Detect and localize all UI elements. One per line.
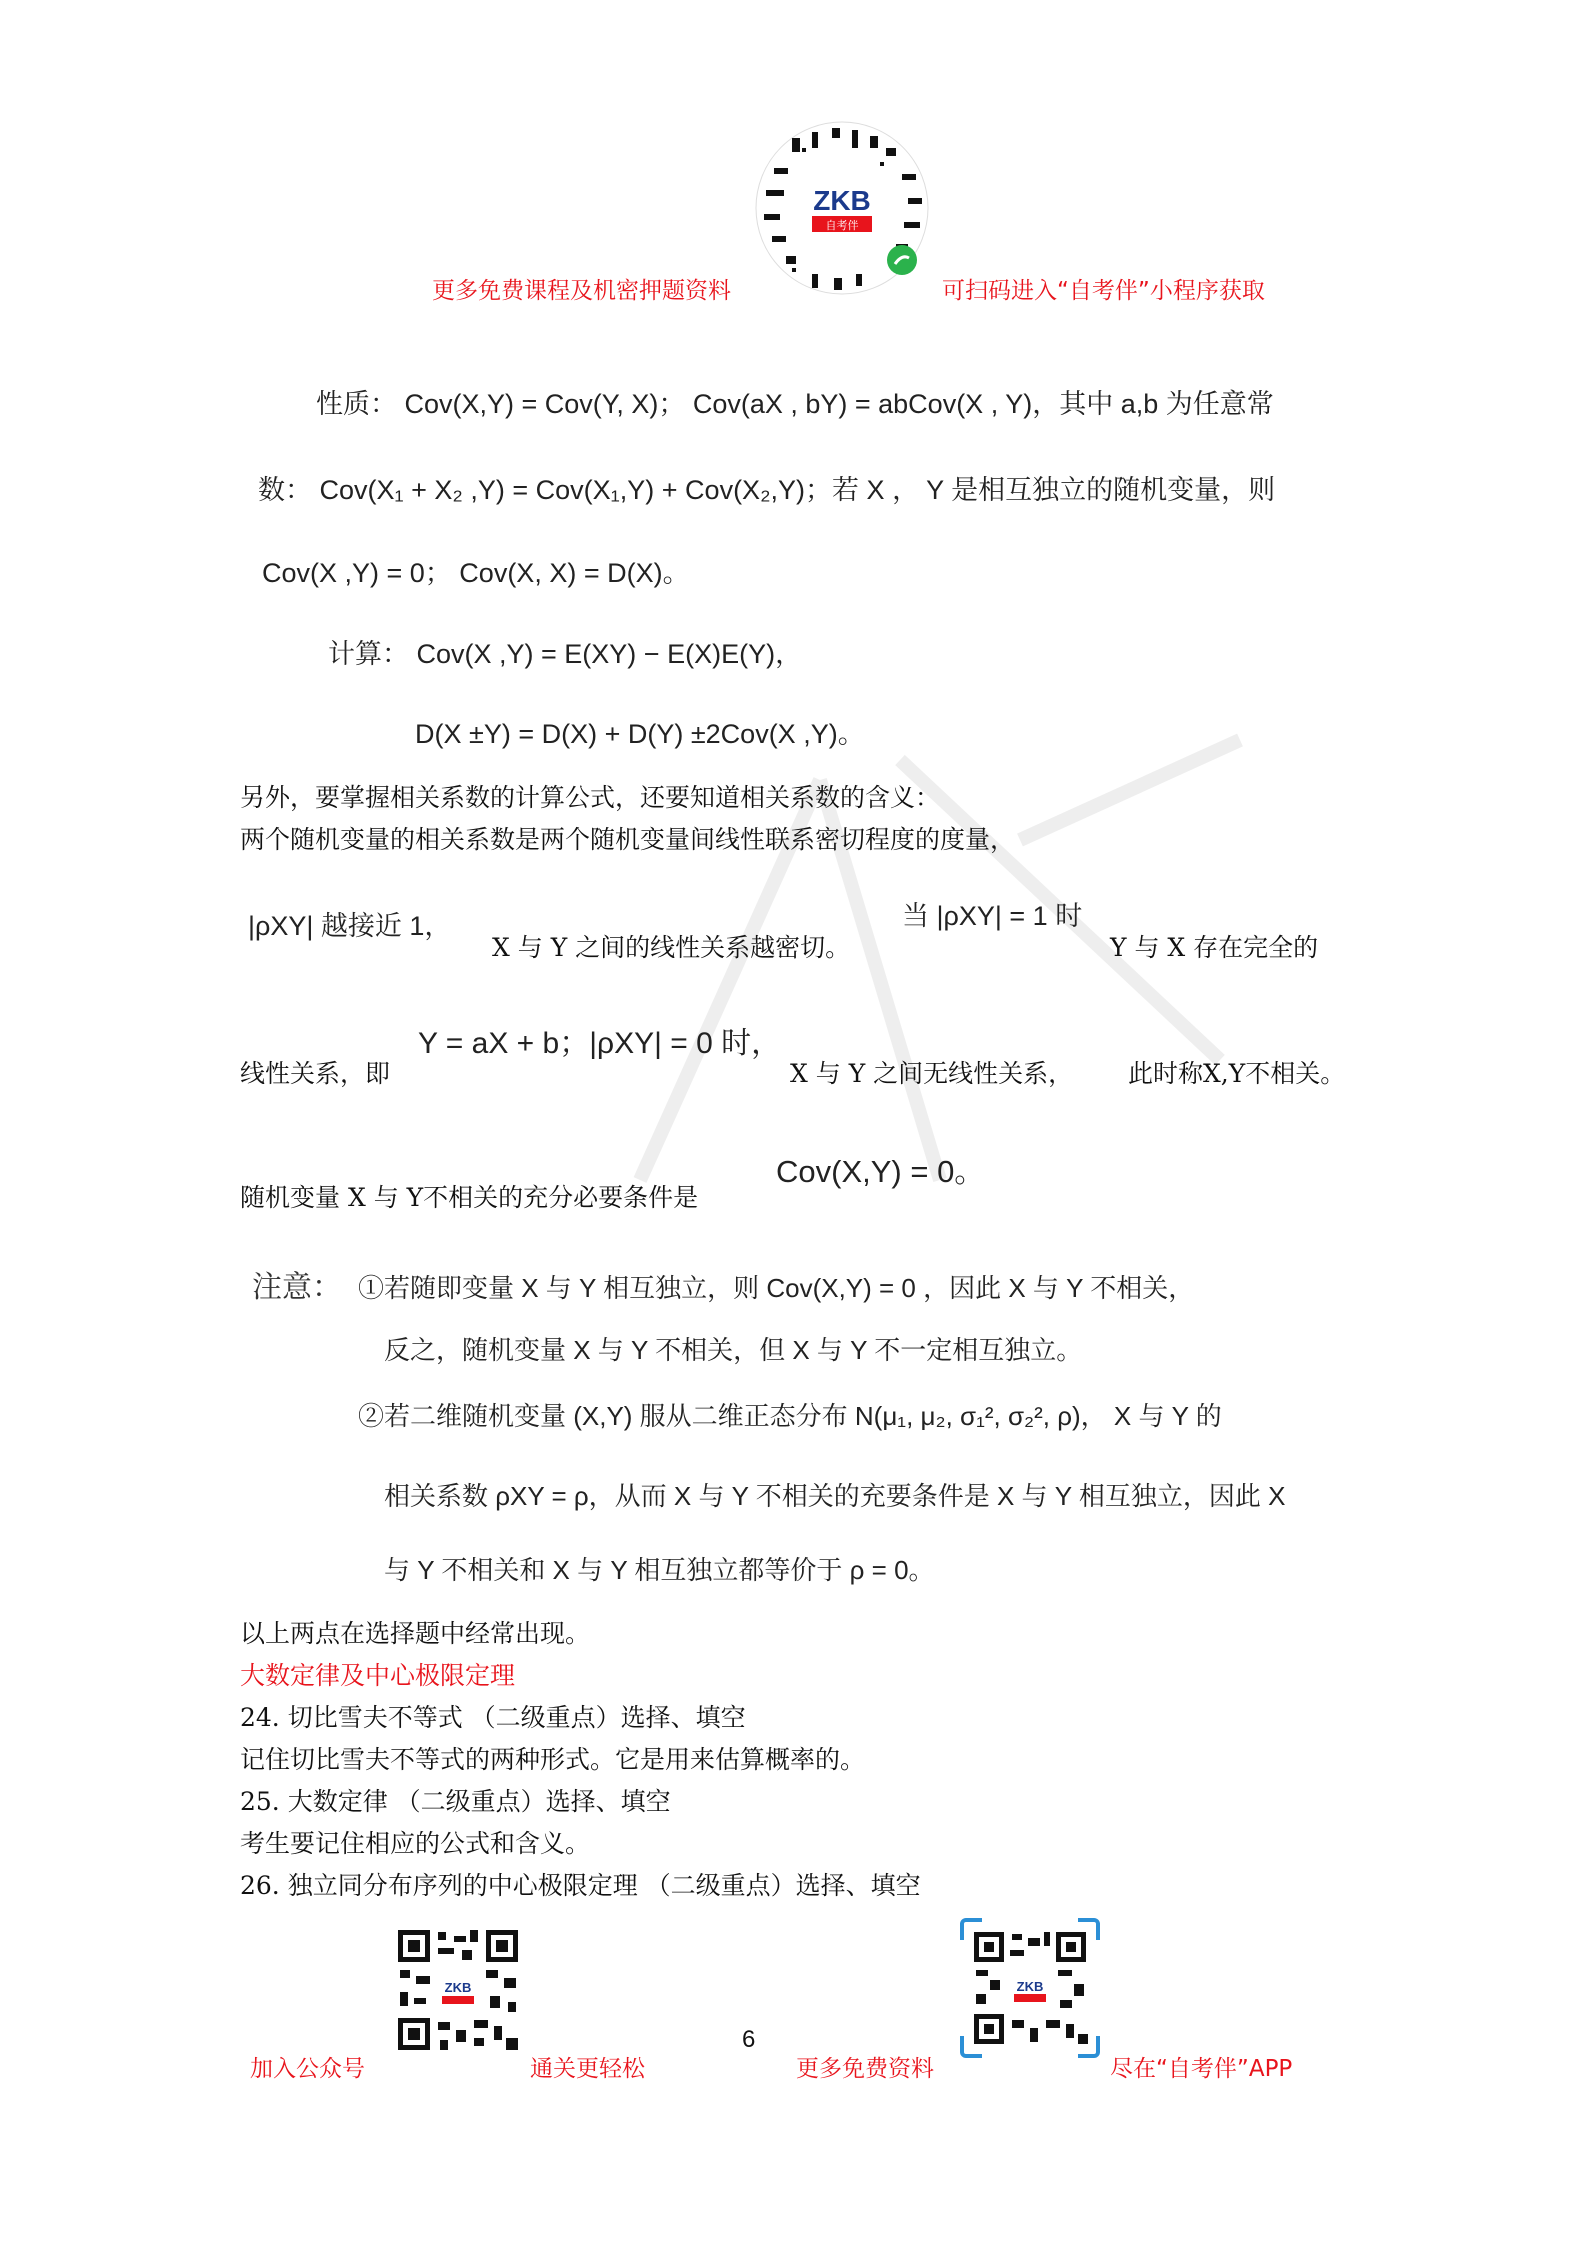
footer-right-text-1: 更多免费资料 bbox=[796, 2056, 934, 2082]
paragraph-3b: Y 与 X 存在完全的 bbox=[1110, 933, 1319, 962]
cov-zero-formula: Cov(X,Y) = 0。 bbox=[776, 1154, 986, 1189]
note-line-1: ①若随即变量 X 与 Y 相互独立，则 Cov(X,Y) = 0 ，因此 X 与 Y 不相关， bbox=[358, 1273, 1195, 1303]
header-right-text: 可扫码进入“自考伴”小程序获取 bbox=[942, 278, 1265, 304]
formula-compute-1: 计算： Cov(X ,Y) = E(XY) − E(X)E(Y)， bbox=[328, 639, 803, 669]
note-line-5: 与 Y 不相关和 X 与 Y 相互独立都等价于 ρ = 0。 bbox=[384, 1555, 935, 1585]
linear-formula: Y = aX + b；|ρXY| = 0 时， bbox=[418, 1027, 782, 1060]
paragraph-11: 26. 独立同分布序列的中心极限定理 （二级重点）选择、填空 bbox=[240, 1871, 921, 1900]
footer-left-text-2: 通关更轻松 bbox=[530, 2056, 645, 2082]
wechat-account-qr-code bbox=[394, 1926, 522, 2054]
paragraph-4c: 此时称X,Y不相关。 bbox=[1128, 1059, 1346, 1088]
paragraph-2: 两个随机变量的相关系数是两个随机变量间线性联系密切程度的度量， bbox=[240, 825, 1016, 854]
paragraph-5: 随机变量 X 与 Y不相关的充分必要条件是 bbox=[240, 1183, 699, 1212]
paragraph-1: 另外，要掌握相关系数的计算公式，还要知道相关系数的含义： bbox=[240, 783, 941, 812]
paragraph-6: 以上两点在选择题中经常出现。 bbox=[240, 1619, 591, 1648]
section-title: 大数定律及中心极限定理 bbox=[240, 1661, 516, 1690]
paragraph-8: 记住切比雪夫不等式的两种形式。它是用来估算概率的。 bbox=[240, 1745, 866, 1774]
formula-property-1: 性质： Cov(X,Y) = Cov(Y, X)； Cov(aX , bY) = abCov(X , Y)，其中 a,b 为任意常 bbox=[316, 389, 1274, 419]
paragraph-10: 考生要记住相应的公式和含义。 bbox=[240, 1829, 591, 1858]
formula-compute-2: D(X ±Y) = D(X) + D(Y) ±2Cov(X ,Y)。 bbox=[415, 719, 865, 749]
footer-right-text-2: 尽在“自考伴”APP bbox=[1110, 2056, 1293, 2082]
paragraph-9: 25. 大数定律 （二级重点）选择、填空 bbox=[240, 1787, 671, 1816]
rho-abs-formula: |ρXY| 越接近 1， bbox=[248, 911, 452, 941]
paragraph-4a: 线性关系，即 bbox=[240, 1059, 391, 1088]
formula-property-3: Cov(X ,Y) = 0； Cov(X, X) = D(X)。 bbox=[262, 558, 690, 588]
note-line-3: ②若二维随机变量 (X,Y) 服从二维正态分布 N(μ₁, μ₂, σ₁², σ₂², ρ)， X 与 Y 的 bbox=[358, 1401, 1222, 1431]
page-number: 6 bbox=[742, 2026, 756, 2053]
mini-program-qr-code bbox=[752, 118, 932, 298]
header-left-text: 更多免费课程及机密押题资料 bbox=[432, 278, 731, 304]
app-download-qr-code bbox=[960, 1918, 1100, 2058]
note-line-2: 反之，随机变量 X 与 Y 不相关，但 X 与 Y 不一定相互独立。 bbox=[384, 1335, 1083, 1365]
paragraph-3a: X 与 Y 之间的线性关系越密切。 bbox=[492, 933, 851, 962]
svg-text:ZKB: ZKB bbox=[813, 185, 871, 216]
svg-text:ZKB: ZKB bbox=[1016, 1979, 1044, 1994]
paragraph-7: 24. 切比雪夫不等式 （二级重点）选择、填空 bbox=[240, 1703, 746, 1732]
paragraph-4b: X 与 Y 之间无线性关系， bbox=[790, 1059, 1074, 1088]
svg-text:自考伴: 自考伴 bbox=[825, 219, 859, 232]
rho-eq-one-formula: 当 |ρXY| = 1 时 bbox=[902, 901, 1083, 931]
footer-left-text-1: 加入公众号 bbox=[250, 2056, 365, 2082]
formula-property-2: 数： Cov(X₁ + X₂ ,Y) = Cov(X₁,Y) + Cov(X₂,Y)；若 X ， Y 是相互独立的随机变量，则 bbox=[258, 475, 1276, 505]
note-label: 注意： bbox=[252, 1270, 342, 1305]
note-line-4: 相关系数 ρXY = ρ，从而 X 与 Y 不相关的充要条件是 X 与 Y 相互独立，因此 X bbox=[384, 1481, 1286, 1511]
svg-text:ZKB: ZKB bbox=[444, 1980, 472, 1995]
